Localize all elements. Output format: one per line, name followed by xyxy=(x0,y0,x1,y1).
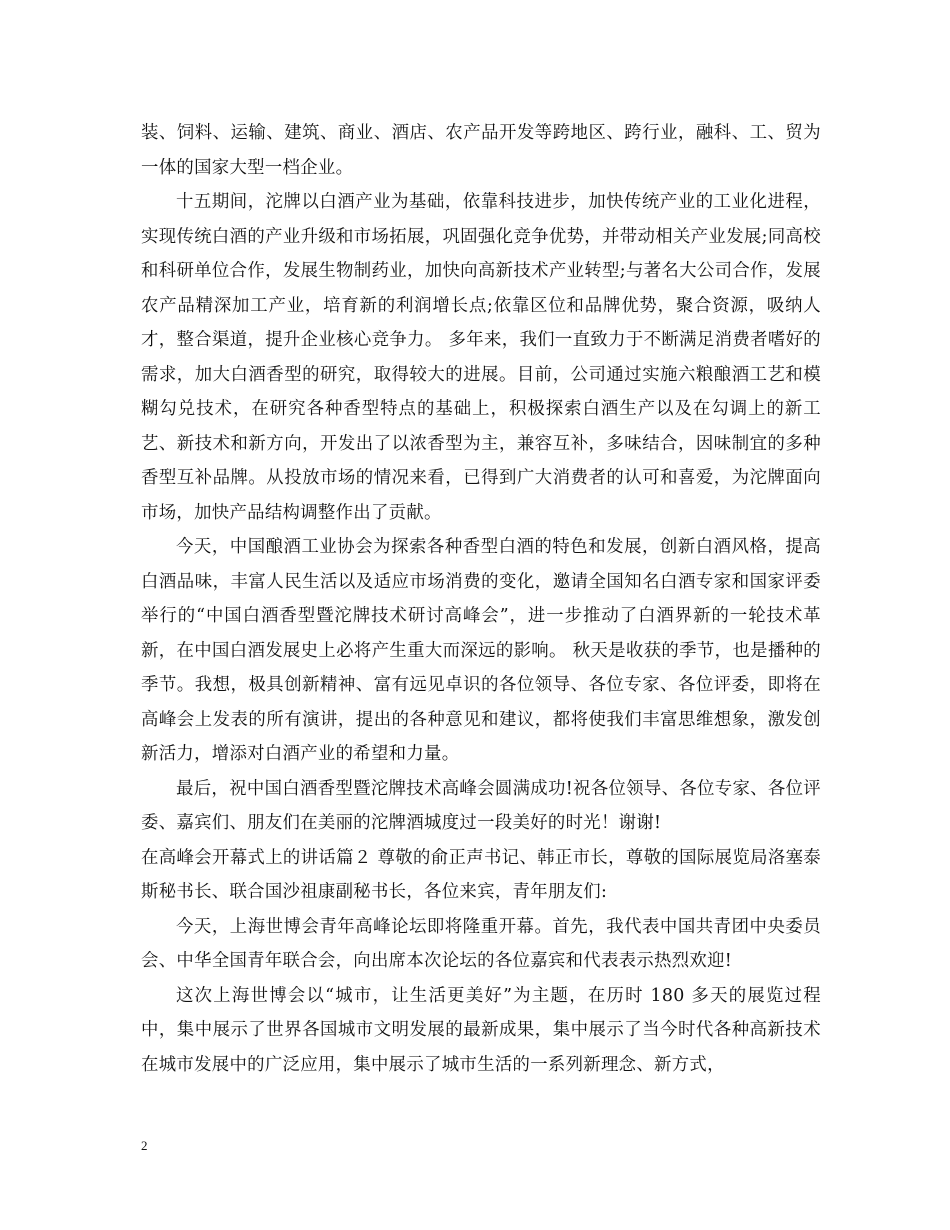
paragraph-7: 这次上海世博会以“城市，让生活更美好”为主题，在历时 180 多天的展览过程中，集中展示了世界各国城市文明发展的最新成果，集中展示了当今时代各种高新技术在城市发展中的广泛应用，集中展示了城市生活的一系列新理念、新方式， xyxy=(141,985,821,1075)
paragraph-6: 今天，上海世博会青年高峰论坛即将隆重开幕。首先，我代表中国共青团中央委员会、中华全国青年联合会，向出席本次论坛的各位嘉宾和代表表示热烈欢迎! xyxy=(141,916,821,971)
page-number: 2 xyxy=(141,1138,148,1153)
paragraph-3: 今天，中国酿酒工业协会为探索各种香型白酒的特色和发展，创新白酒风格，提高白酒品味，丰富人民生活以及适应市场消费的变化，邀请全国知名白酒专家和国家评委举行的“中国白酒香型暨沱牌技术研讨高峰会”，进一步推动了白酒界新的一轮技术革新，在中国白酒发展史上必将产生重大而深远的影响。 秋天是收获的季节，也是播种的季节。我想，极具创新精神、富有远见卓识的各位领导、各位专家、各位评委，即将在高峰会上发表的所有演讲，提出的各种意见和建议，都将使我们丰富思维想象，激发创新活力，增添对白酒产业的希望和力量。 xyxy=(141,537,821,764)
paragraph-5-heading: 在高峰会开幕式上的讲话篇２ 尊敬的俞正声书记、韩正市长，尊敬的国际展览局洛塞泰斯秘书长、联合国沙祖康副秘书长，各位来宾，青年朋友们: xyxy=(141,847,821,902)
paragraph-4: 最后，祝中国白酒香型暨沱牌技术高峰会圆满成功!祝各位领导、各位专家、各位评委、嘉宾们、朋友们在美丽的沱牌酒城度过一段美好的时光！谢谢! xyxy=(141,778,821,833)
document-body xyxy=(141,116,821,1082)
paragraph-1: 装、饲料、运输、建筑、商业、酒店、农产品开发等跨地区、跨行业，融科、工、贸为一体的国家大型一档企业。 xyxy=(141,123,821,178)
paragraph-2: 十五期间，沱牌以白酒产业为基础，依靠科技进步，加快传统产业的工业化进程，实现传统白酒的产业升级和市场拓展，巩固强化竞争优势，并带动相关产业发展;同高校和科研单位合作，发展生物制药业，加快向高新技术产业转型;与著名大公司合作，发展农产品精深加工产业，培育新的利润增长点;依靠区位和品牌优势，聚合资源，吸纳人才，整合渠道，提升企业核心竞争力。 多年来，我们一直致力于不断满足消费者嗜好的需求，加大白酒香型的研究，取得较大的进展。目前，公司通过实施六粮酿酒工艺和模糊勾兑技术，在研究各种香型特点的基础上，积极探索白酒生产以及在勾调上的新工艺、新技术和新方向，开发出了以浓香型为主，兼容互补，多味结合，因味制宜的多种香型互补品牌。从投放市场的情况来看，已得到广大消费者的认可和喜爱，为沱牌面向市场，加快产品结构调整作出了贡献。 xyxy=(141,192,821,523)
